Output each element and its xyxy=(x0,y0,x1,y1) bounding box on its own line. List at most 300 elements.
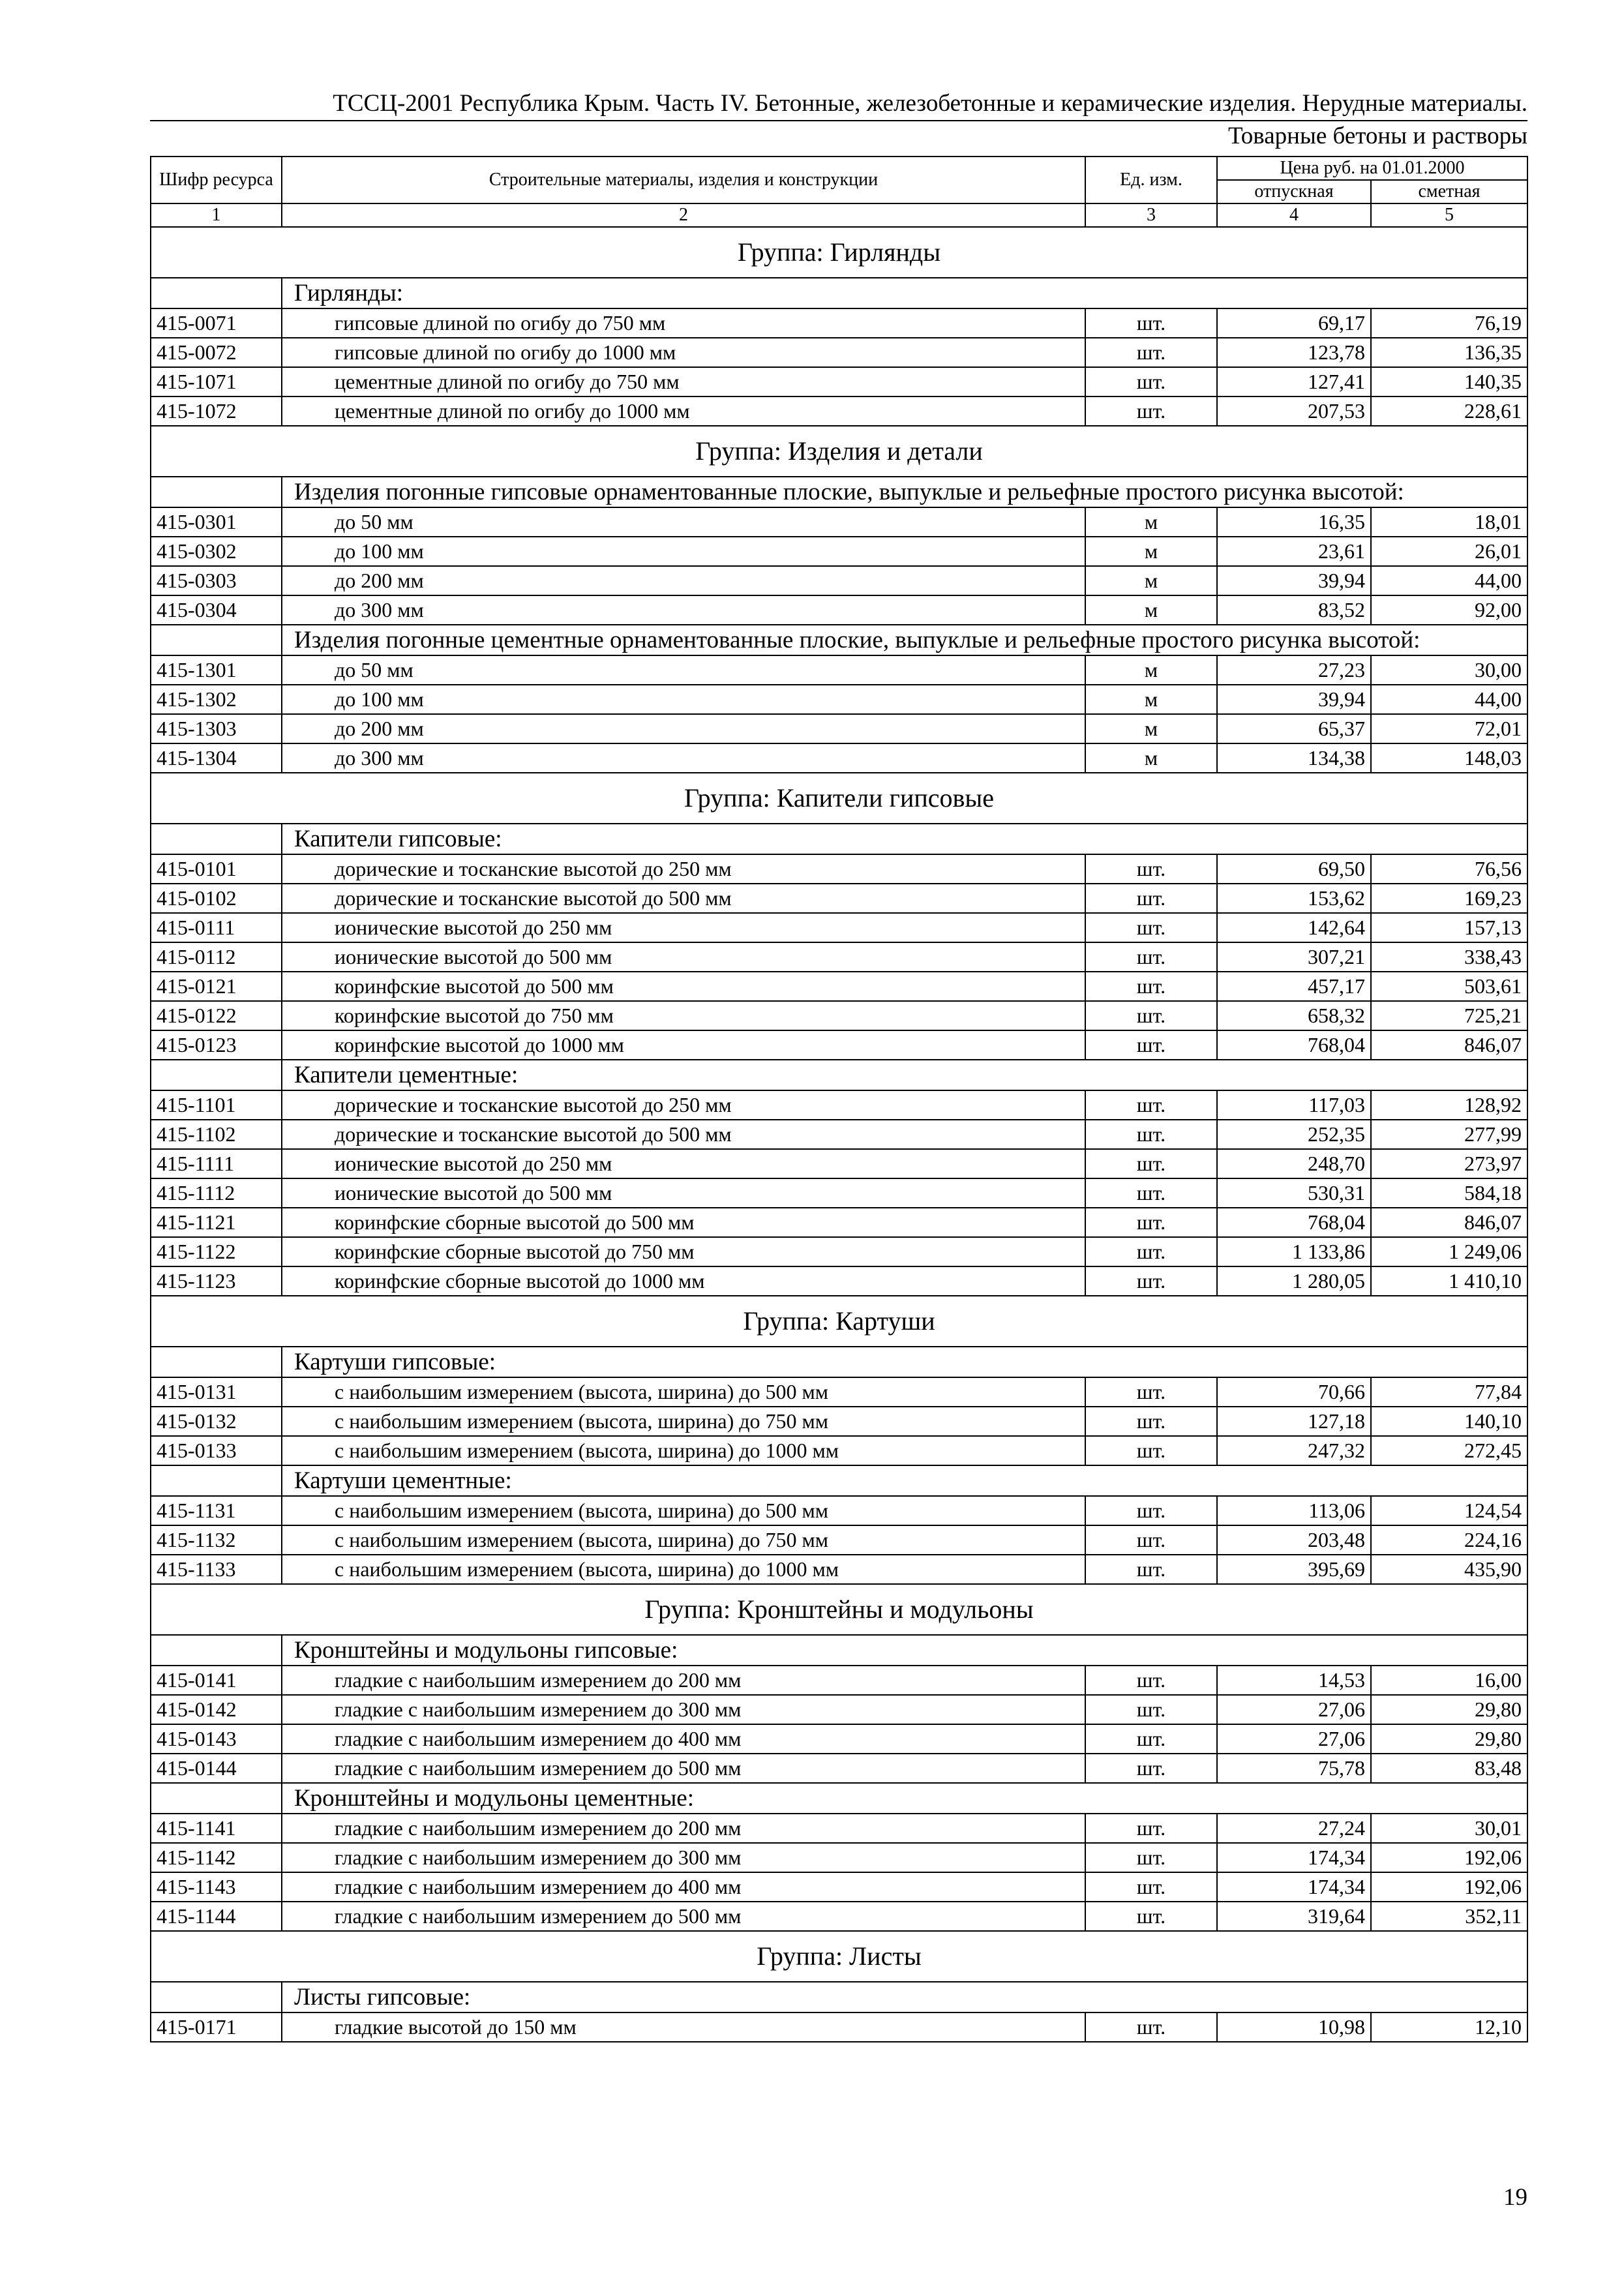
material-name: гладкие с наибольшим измерением до 300 мм xyxy=(282,1695,1085,1724)
price-estimate: 44,00 xyxy=(1371,685,1527,714)
material-name: коринфские высотой до 750 мм xyxy=(282,1001,1085,1030)
material-name: с наибольшим измерением (высота, ширина) до 750 мм xyxy=(282,1525,1085,1555)
resource-code: 415-1123 xyxy=(151,1266,282,1296)
unit-cell: м xyxy=(1085,743,1217,773)
unit-cell: шт. xyxy=(1085,1001,1217,1030)
table-row xyxy=(151,1266,1527,1296)
price-release: 174,34 xyxy=(1217,1872,1371,1902)
table-row xyxy=(151,2012,1527,2042)
unit-cell: шт. xyxy=(1085,1178,1217,1208)
col-header-price: Цена руб. на 01.01.2000 xyxy=(1217,157,1527,180)
price-release: 83,52 xyxy=(1217,595,1371,625)
unit-cell: шт. xyxy=(1085,972,1217,1001)
price-estimate: 12,10 xyxy=(1371,2012,1527,2042)
table-row xyxy=(151,1555,1527,1584)
table-row xyxy=(151,1001,1527,1030)
price-release: 1 280,05 xyxy=(1217,1266,1371,1296)
table-row xyxy=(151,655,1527,685)
subgroup-heading: Картуши цементные: xyxy=(282,1465,1527,1496)
material-name: коринфские сборные высотой до 500 мм xyxy=(282,1208,1085,1237)
unit-cell: шт. xyxy=(1085,1090,1217,1120)
material-name: гипсовые длиной по огибу до 1000 мм xyxy=(282,338,1085,367)
subgroup-code-cell xyxy=(151,1982,282,2012)
resource-code: 415-0102 xyxy=(151,884,282,913)
price-estimate: 503,61 xyxy=(1371,972,1527,1001)
material-name: гладкие высотой до 150 мм xyxy=(282,2012,1085,2042)
col-header-price-release: отпускная xyxy=(1217,180,1371,203)
price-release: 153,62 xyxy=(1217,884,1371,913)
price-release: 10,98 xyxy=(1217,2012,1371,2042)
subgroup-row xyxy=(151,824,1527,854)
group-heading: Группа: Изделия и детали xyxy=(151,426,1527,477)
price-estimate: 140,10 xyxy=(1371,1407,1527,1436)
header-subtitle: Товарные бетоны и растворы xyxy=(1227,123,1527,149)
unit-cell: шт. xyxy=(1085,1208,1217,1237)
unit-cell: м xyxy=(1085,714,1217,743)
subgroup-row xyxy=(151,1783,1527,1814)
price-estimate: 140,35 xyxy=(1371,367,1527,396)
resource-code: 415-1121 xyxy=(151,1208,282,1237)
price-release: 27,06 xyxy=(1217,1695,1371,1724)
unit-cell: шт. xyxy=(1085,1407,1217,1436)
table-row xyxy=(151,942,1527,972)
price-estimate: 584,18 xyxy=(1371,1178,1527,1208)
unit-cell: м xyxy=(1085,507,1217,537)
col-number: 2 xyxy=(282,203,1085,227)
price-estimate: 277,99 xyxy=(1371,1120,1527,1149)
price-release: 307,21 xyxy=(1217,942,1371,972)
unit-cell: шт. xyxy=(1085,1695,1217,1724)
unit-cell: шт. xyxy=(1085,1872,1217,1902)
subgroup-row xyxy=(151,1465,1527,1496)
price-estimate: 192,06 xyxy=(1371,1872,1527,1902)
table-row xyxy=(151,338,1527,367)
resource-code: 415-0122 xyxy=(151,1001,282,1030)
col-number: 4 xyxy=(1217,203,1371,227)
resource-code: 415-1303 xyxy=(151,714,282,743)
table-row xyxy=(151,1666,1527,1695)
price-estimate: 169,23 xyxy=(1371,884,1527,913)
price-release: 27,24 xyxy=(1217,1814,1371,1843)
material-name: до 100 мм xyxy=(282,537,1085,566)
unit-cell: шт. xyxy=(1085,1555,1217,1584)
price-estimate: 352,11 xyxy=(1371,1902,1527,1931)
resource-code: 415-1302 xyxy=(151,685,282,714)
price-release: 113,06 xyxy=(1217,1496,1371,1525)
price-estimate: 128,92 xyxy=(1371,1090,1527,1120)
subgroup-code-cell xyxy=(151,824,282,854)
material-name: с наибольшим измерением (высота, ширина) до 1000 мм xyxy=(282,1555,1085,1584)
unit-cell: м xyxy=(1085,655,1217,685)
subgroup-code-cell xyxy=(151,1635,282,1666)
subgroup-row xyxy=(151,1060,1527,1090)
group-heading: Группа: Кронштейны и модульоны xyxy=(151,1584,1527,1635)
material-name: с наибольшим измерением (высота, ширина) до 500 мм xyxy=(282,1496,1085,1525)
unit-cell: шт. xyxy=(1085,1843,1217,1872)
resource-code: 415-1142 xyxy=(151,1843,282,1872)
price-release: 127,18 xyxy=(1217,1407,1371,1436)
price-release: 70,66 xyxy=(1217,1377,1371,1407)
unit-cell: шт. xyxy=(1085,367,1217,396)
table-row xyxy=(151,884,1527,913)
material-name: ионические высотой до 500 мм xyxy=(282,942,1085,972)
material-name: ионические высотой до 250 мм xyxy=(282,1149,1085,1178)
table-row xyxy=(151,714,1527,743)
material-name: дорические и тосканские высотой до 250 мм xyxy=(282,1090,1085,1120)
price-estimate: 16,00 xyxy=(1371,1666,1527,1695)
material-name: до 200 мм xyxy=(282,566,1085,595)
unit-cell: шт. xyxy=(1085,1436,1217,1465)
material-name: коринфские высотой до 500 мм xyxy=(282,972,1085,1001)
unit-cell: шт. xyxy=(1085,2012,1217,2042)
subgroup-row xyxy=(151,625,1527,655)
table-row xyxy=(151,507,1527,537)
unit-cell: шт. xyxy=(1085,1120,1217,1149)
unit-cell: шт. xyxy=(1085,884,1217,913)
table-row xyxy=(151,1208,1527,1237)
resource-code: 415-1304 xyxy=(151,743,282,773)
price-release: 14,53 xyxy=(1217,1666,1371,1695)
price-release: 75,78 xyxy=(1217,1754,1371,1783)
table-row xyxy=(151,396,1527,426)
price-release: 768,04 xyxy=(1217,1030,1371,1060)
material-name: гладкие с наибольшим измерением до 400 мм xyxy=(282,1872,1085,1902)
price-estimate: 136,35 xyxy=(1371,338,1527,367)
table-row xyxy=(151,1754,1527,1783)
material-name: цементные длиной по огибу до 750 мм xyxy=(282,367,1085,396)
price-release: 39,94 xyxy=(1217,685,1371,714)
subgroup-row xyxy=(151,278,1527,308)
group-heading-row xyxy=(151,1584,1527,1635)
price-estimate: 77,84 xyxy=(1371,1377,1527,1407)
price-estimate: 148,03 xyxy=(1371,743,1527,773)
subgroup-heading: Листы гипсовые: xyxy=(282,1982,1527,2012)
price-estimate: 192,06 xyxy=(1371,1843,1527,1872)
unit-cell: шт. xyxy=(1085,1237,1217,1266)
subgroup-code-cell xyxy=(151,1060,282,1090)
subgroup-heading: Капители цементные: xyxy=(282,1060,1527,1090)
resource-code: 415-1072 xyxy=(151,396,282,426)
material-name: с наибольшим измерением (высота, ширина) до 1000 мм xyxy=(282,1436,1085,1465)
group-heading-row xyxy=(151,773,1527,824)
table-row xyxy=(151,1525,1527,1555)
price-release: 203,48 xyxy=(1217,1525,1371,1555)
material-name: до 100 мм xyxy=(282,685,1085,714)
price-release: 530,31 xyxy=(1217,1178,1371,1208)
price-estimate: 26,01 xyxy=(1371,537,1527,566)
table-row xyxy=(151,1902,1527,1931)
page-header xyxy=(150,89,1527,151)
resource-code: 415-0304 xyxy=(151,595,282,625)
unit-cell: шт. xyxy=(1085,913,1217,942)
material-name: гладкие с наибольшим измерением до 200 мм xyxy=(282,1666,1085,1695)
price-estimate: 29,80 xyxy=(1371,1724,1527,1754)
resource-code: 415-1071 xyxy=(151,367,282,396)
resource-code: 415-0101 xyxy=(151,854,282,884)
resource-code: 415-1143 xyxy=(151,1872,282,1902)
unit-cell: шт. xyxy=(1085,1724,1217,1754)
price-release: 247,32 xyxy=(1217,1436,1371,1465)
material-name: с наибольшим измерением (высота, ширина) до 500 мм xyxy=(282,1377,1085,1407)
price-estimate: 30,01 xyxy=(1371,1814,1527,1843)
material-name: гладкие с наибольшим измерением до 200 мм xyxy=(282,1814,1085,1843)
price-release: 142,64 xyxy=(1217,913,1371,942)
col-header-name: Строительные материалы, изделия и конструкции xyxy=(282,157,1085,203)
resource-code: 415-0112 xyxy=(151,942,282,972)
resource-code: 415-0132 xyxy=(151,1407,282,1436)
price-release: 319,64 xyxy=(1217,1902,1371,1931)
unit-cell: шт. xyxy=(1085,1902,1217,1931)
table-row xyxy=(151,1178,1527,1208)
table-row xyxy=(151,1724,1527,1754)
price-release: 69,17 xyxy=(1217,308,1371,338)
subgroup-row xyxy=(151,1635,1527,1666)
subgroup-row xyxy=(151,477,1527,507)
subgroup-code-cell xyxy=(151,1347,282,1377)
price-estimate: 76,56 xyxy=(1371,854,1527,884)
table-row xyxy=(151,854,1527,884)
material-name: дорические и тосканские высотой до 500 мм xyxy=(282,884,1085,913)
col-header-unit: Ед. изм. xyxy=(1085,157,1217,203)
material-name: гладкие с наибольшим измерением до 300 мм xyxy=(282,1843,1085,1872)
resource-code: 415-0141 xyxy=(151,1666,282,1695)
price-estimate: 228,61 xyxy=(1371,396,1527,426)
material-name: коринфские сборные высотой до 1000 мм xyxy=(282,1266,1085,1296)
group-heading-row xyxy=(151,1931,1527,1982)
price-estimate: 1 410,10 xyxy=(1371,1266,1527,1296)
unit-cell: м xyxy=(1085,566,1217,595)
table-row xyxy=(151,1407,1527,1436)
group-heading-row xyxy=(151,1296,1527,1347)
table-row xyxy=(151,1030,1527,1060)
resource-code: 415-0123 xyxy=(151,1030,282,1060)
subgroup-code-cell xyxy=(151,477,282,507)
col-number: 3 xyxy=(1085,203,1217,227)
price-estimate: 338,43 xyxy=(1371,942,1527,972)
unit-cell: шт. xyxy=(1085,1496,1217,1525)
resource-code: 415-1133 xyxy=(151,1555,282,1584)
material-name: до 300 мм xyxy=(282,743,1085,773)
subgroup-heading: Кронштейны и модульоны цементные: xyxy=(282,1783,1527,1814)
table-row xyxy=(151,566,1527,595)
unit-cell: м xyxy=(1085,685,1217,714)
resource-code: 415-0303 xyxy=(151,566,282,595)
price-estimate: 157,13 xyxy=(1371,913,1527,942)
material-name: с наибольшим измерением (высота, ширина) до 750 мм xyxy=(282,1407,1085,1436)
price-estimate: 83,48 xyxy=(1371,1754,1527,1783)
price-estimate: 1 249,06 xyxy=(1371,1237,1527,1266)
subgroup-code-cell xyxy=(151,1783,282,1814)
group-heading: Группа: Гирлянды xyxy=(151,227,1527,278)
subgroup-code-cell xyxy=(151,625,282,655)
unit-cell: шт. xyxy=(1085,942,1217,972)
unit-cell: шт. xyxy=(1085,1377,1217,1407)
subgroup-heading: Изделия погонные цементные орнаментованные плоские, выпуклые и рельефные простого рисунка высотой: xyxy=(282,625,1527,655)
price-release: 134,38 xyxy=(1217,743,1371,773)
material-name: до 50 мм xyxy=(282,655,1085,685)
price-release: 39,94 xyxy=(1217,566,1371,595)
header-title: ТССЦ-2001 Республика Крым. Часть IV. Бетонные, железобетонные и керамические изделия. Нерудные материалы. xyxy=(150,89,1527,121)
price-estimate: 846,07 xyxy=(1371,1208,1527,1237)
price-estimate: 29,80 xyxy=(1371,1695,1527,1724)
table-row xyxy=(151,367,1527,396)
material-name: гладкие с наибольшим измерением до 500 мм xyxy=(282,1902,1085,1931)
table-row xyxy=(151,743,1527,773)
table-row xyxy=(151,1814,1527,1843)
resource-code: 415-1131 xyxy=(151,1496,282,1525)
table-row xyxy=(151,1695,1527,1724)
group-heading: Группа: Капители гипсовые xyxy=(151,773,1527,824)
subgroup-heading: Гирлянды: xyxy=(282,278,1527,308)
resource-code: 415-0131 xyxy=(151,1377,282,1407)
price-release: 123,78 xyxy=(1217,338,1371,367)
price-estimate: 435,90 xyxy=(1371,1555,1527,1584)
subgroup-row xyxy=(151,1982,1527,2012)
resource-code: 415-0143 xyxy=(151,1724,282,1754)
subgroup-code-cell xyxy=(151,1465,282,1496)
price-estimate: 30,00 xyxy=(1371,655,1527,685)
price-release: 27,06 xyxy=(1217,1724,1371,1754)
table-row xyxy=(151,308,1527,338)
unit-cell: шт. xyxy=(1085,396,1217,426)
unit-cell: шт. xyxy=(1085,1754,1217,1783)
unit-cell: м xyxy=(1085,537,1217,566)
material-name: ионические высотой до 500 мм xyxy=(282,1178,1085,1208)
unit-cell: шт. xyxy=(1085,1666,1217,1695)
resource-code: 415-1101 xyxy=(151,1090,282,1120)
subgroup-heading: Картуши гипсовые: xyxy=(282,1347,1527,1377)
table-row xyxy=(151,1149,1527,1178)
resource-code: 415-0071 xyxy=(151,308,282,338)
material-name: коринфские высотой до 1000 мм xyxy=(282,1030,1085,1060)
table-row xyxy=(151,1496,1527,1525)
material-name: до 50 мм xyxy=(282,507,1085,537)
table-row xyxy=(151,1237,1527,1266)
price-estimate: 846,07 xyxy=(1371,1030,1527,1060)
resource-code: 415-1132 xyxy=(151,1525,282,1555)
material-name: до 300 мм xyxy=(282,595,1085,625)
price-release: 69,50 xyxy=(1217,854,1371,884)
resource-code: 415-1111 xyxy=(151,1149,282,1178)
resource-code: 415-0072 xyxy=(151,338,282,367)
price-table xyxy=(150,156,1528,2042)
resource-code: 415-0302 xyxy=(151,537,282,566)
price-release: 252,35 xyxy=(1217,1120,1371,1149)
price-release: 395,69 xyxy=(1217,1555,1371,1584)
price-release: 457,17 xyxy=(1217,972,1371,1001)
table-row xyxy=(151,1872,1527,1902)
group-heading-row xyxy=(151,227,1527,278)
unit-cell: шт. xyxy=(1085,1149,1217,1178)
material-name: дорические и тосканские высотой до 250 мм xyxy=(282,854,1085,884)
unit-cell: шт. xyxy=(1085,308,1217,338)
subgroup-heading: Капители гипсовые: xyxy=(282,824,1527,854)
price-estimate: 725,21 xyxy=(1371,1001,1527,1030)
price-estimate: 72,01 xyxy=(1371,714,1527,743)
price-release: 16,35 xyxy=(1217,507,1371,537)
table-row xyxy=(151,1120,1527,1149)
price-estimate: 224,16 xyxy=(1371,1525,1527,1555)
price-estimate: 272,45 xyxy=(1371,1436,1527,1465)
resource-code: 415-1144 xyxy=(151,1902,282,1931)
unit-cell: шт. xyxy=(1085,1814,1217,1843)
group-heading: Группа: Картуши xyxy=(151,1296,1527,1347)
resource-code: 415-1141 xyxy=(151,1814,282,1843)
price-release: 174,34 xyxy=(1217,1843,1371,1872)
price-release: 127,41 xyxy=(1217,367,1371,396)
resource-code: 415-1301 xyxy=(151,655,282,685)
table-row xyxy=(151,913,1527,942)
subgroup-row xyxy=(151,1347,1527,1377)
table-row xyxy=(151,972,1527,1001)
resource-code: 415-0111 xyxy=(151,913,282,942)
material-name: гладкие с наибольшим измерением до 400 мм xyxy=(282,1724,1085,1754)
resource-code: 415-0133 xyxy=(151,1436,282,1465)
price-estimate: 124,54 xyxy=(1371,1496,1527,1525)
subgroup-heading: Кронштейны и модульоны гипсовые: xyxy=(282,1635,1527,1666)
table-row xyxy=(151,1377,1527,1407)
price-estimate: 273,97 xyxy=(1371,1149,1527,1178)
resource-code: 415-1122 xyxy=(151,1237,282,1266)
price-release: 23,61 xyxy=(1217,537,1371,566)
material-name: дорические и тосканские высотой до 500 мм xyxy=(282,1120,1085,1149)
material-name: гладкие с наибольшим измерением до 500 мм xyxy=(282,1754,1085,1783)
resource-code: 415-0301 xyxy=(151,507,282,537)
table-row xyxy=(151,1090,1527,1120)
table-row xyxy=(151,595,1527,625)
price-release: 658,32 xyxy=(1217,1001,1371,1030)
resource-code: 415-0144 xyxy=(151,1754,282,1783)
table-row xyxy=(151,1436,1527,1465)
material-name: до 200 мм xyxy=(282,714,1085,743)
unit-cell: шт. xyxy=(1085,1525,1217,1555)
resource-code: 415-0121 xyxy=(151,972,282,1001)
price-release: 768,04 xyxy=(1217,1208,1371,1237)
unit-cell: шт. xyxy=(1085,1030,1217,1060)
table-row xyxy=(151,1843,1527,1872)
resource-code: 415-0142 xyxy=(151,1695,282,1724)
material-name: ионические высотой до 250 мм xyxy=(282,913,1085,942)
price-release: 27,23 xyxy=(1217,655,1371,685)
table-row xyxy=(151,537,1527,566)
page-number: 19 xyxy=(1503,2184,1527,2211)
unit-cell: шт. xyxy=(1085,338,1217,367)
material-name: гипсовые длиной по огибу до 750 мм xyxy=(282,308,1085,338)
resource-code: 415-1102 xyxy=(151,1120,282,1149)
resource-code: 415-1112 xyxy=(151,1178,282,1208)
material-name: цементные длиной по огибу до 1000 мм xyxy=(282,396,1085,426)
unit-cell: шт. xyxy=(1085,1266,1217,1296)
price-release: 207,53 xyxy=(1217,396,1371,426)
subgroup-heading: Изделия погонные гипсовые орнаментованные плоские, выпуклые и рельефные простого рисунка высотой: xyxy=(282,477,1527,507)
group-heading: Группа: Листы xyxy=(151,1931,1527,1982)
material-name: коринфские сборные высотой до 750 мм xyxy=(282,1237,1085,1266)
price-estimate: 44,00 xyxy=(1371,566,1527,595)
resource-code: 415-0171 xyxy=(151,2012,282,2042)
col-number: 5 xyxy=(1371,203,1527,227)
price-release: 65,37 xyxy=(1217,714,1371,743)
subgroup-code-cell xyxy=(151,278,282,308)
col-header-code: Шифр ресурса xyxy=(151,157,282,203)
group-heading-row xyxy=(151,426,1527,477)
price-estimate: 92,00 xyxy=(1371,595,1527,625)
col-number: 1 xyxy=(151,203,282,227)
table-row xyxy=(151,685,1527,714)
price-release: 248,70 xyxy=(1217,1149,1371,1178)
price-release: 1 133,86 xyxy=(1217,1237,1371,1266)
price-estimate: 18,01 xyxy=(1371,507,1527,537)
price-estimate: 76,19 xyxy=(1371,308,1527,338)
